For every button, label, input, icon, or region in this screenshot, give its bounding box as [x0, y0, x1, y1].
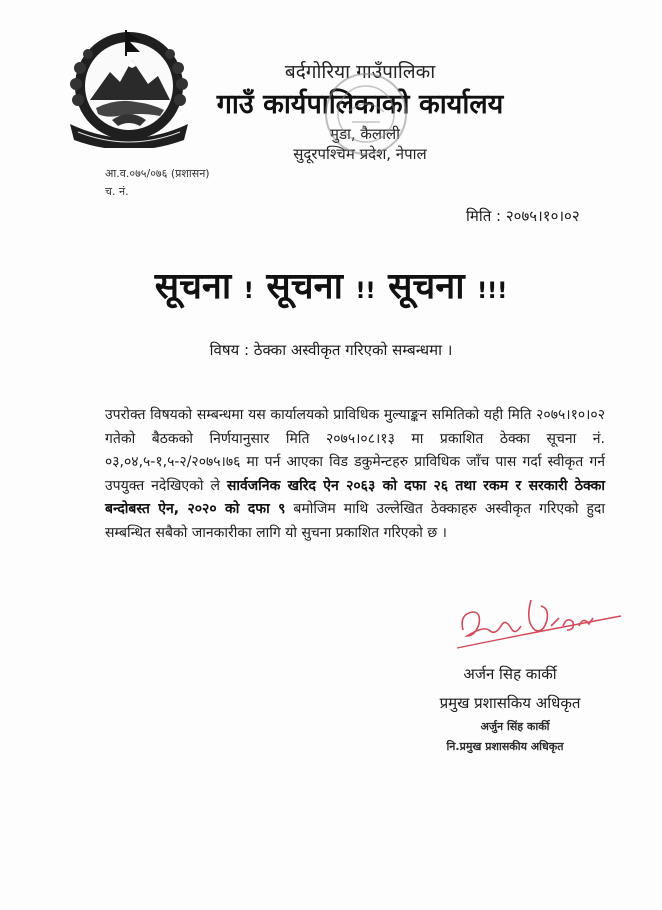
notice-exclaim-3: !!!: [477, 279, 508, 304]
handwritten-signature: [455, 596, 625, 658]
dispatch-number: च. नं.: [105, 185, 129, 198]
office-seal-stamp-icon: [318, 66, 414, 162]
notice-word-3: सूचना: [388, 266, 465, 307]
office-province: सुदूरपश्चिम प्रदेश, नेपाल: [293, 145, 427, 163]
stamp-signatory-title: नि.प्रमुख प्रशासकीय अधिकृत: [446, 740, 564, 753]
letter-number: आ.व.०७५/०७६ (प्रशासन): [105, 167, 210, 180]
body-text-legal-reference: सार्वजनिक खरिद ऐन २०६३ को दफा २६ तथा रकम र सरकारी ठेक्का बन्दोबस्त ऐन, २०२० को दफा ९: [105, 477, 605, 517]
signatory-name: अर्जन सिह कार्की: [463, 665, 557, 683]
nepal-emblem-icon: [66, 28, 192, 148]
notice-word-2: सूचना: [266, 266, 343, 307]
notice-word-1: सूचना: [154, 266, 232, 307]
signatory-title: प्रमुख प्रशासकिय अधिकृत: [439, 694, 581, 712]
notice-date: मिति : २०७५।१०।०२: [466, 207, 580, 225]
body-text-part-1: उपरोक्त विषयको सम्बन्धमा यस कार्यालयको प्राविधिक मुल्याङ्कन समितिको यही मिति २०७५।१०।०२ गतेको बैठकको निर्णयानुसार मिति २०७५।०८।१३ मा प्रकाशित ठेक्का सूचना नं. ०३,०४,५-१,५-२/२०७५।७६ मा पर्न आएका विड डकुमेन्टहरु प्राविधिक जाँच पास गर्दा स्वीकृत गर्न उपयुक्त नदेखिएको ले: [105, 407, 605, 494]
notice-heading: [0, 260, 662, 309]
body-text-part-2: बमोजिम माथि उल्लेखित ठेक्काहरु अस्वीकृत गरिएको हुदा सम्बन्धित सबैको जानकारीका लागि यो सुचना प्रकाशित गरिएको छ ।: [105, 501, 605, 541]
notice-subject: विषय : ठेक्का अस्वीकृत गरिएको सम्बन्धमा ।: [209, 341, 453, 359]
municipality-name: बर्दगोरिया गाउँपालिका: [284, 61, 436, 83]
notice-body: [105, 404, 605, 545]
notice-exclaim-2: !!: [355, 279, 376, 304]
notice-exclaim-1: !: [243, 279, 254, 304]
office-name: गाउँ कार्यपालिकाको कार्यालय: [216, 89, 504, 120]
office-address: मुडा, कैलाली: [329, 125, 401, 143]
stamp-signatory-name: अर्जुन सिंह कार्की: [480, 720, 550, 733]
